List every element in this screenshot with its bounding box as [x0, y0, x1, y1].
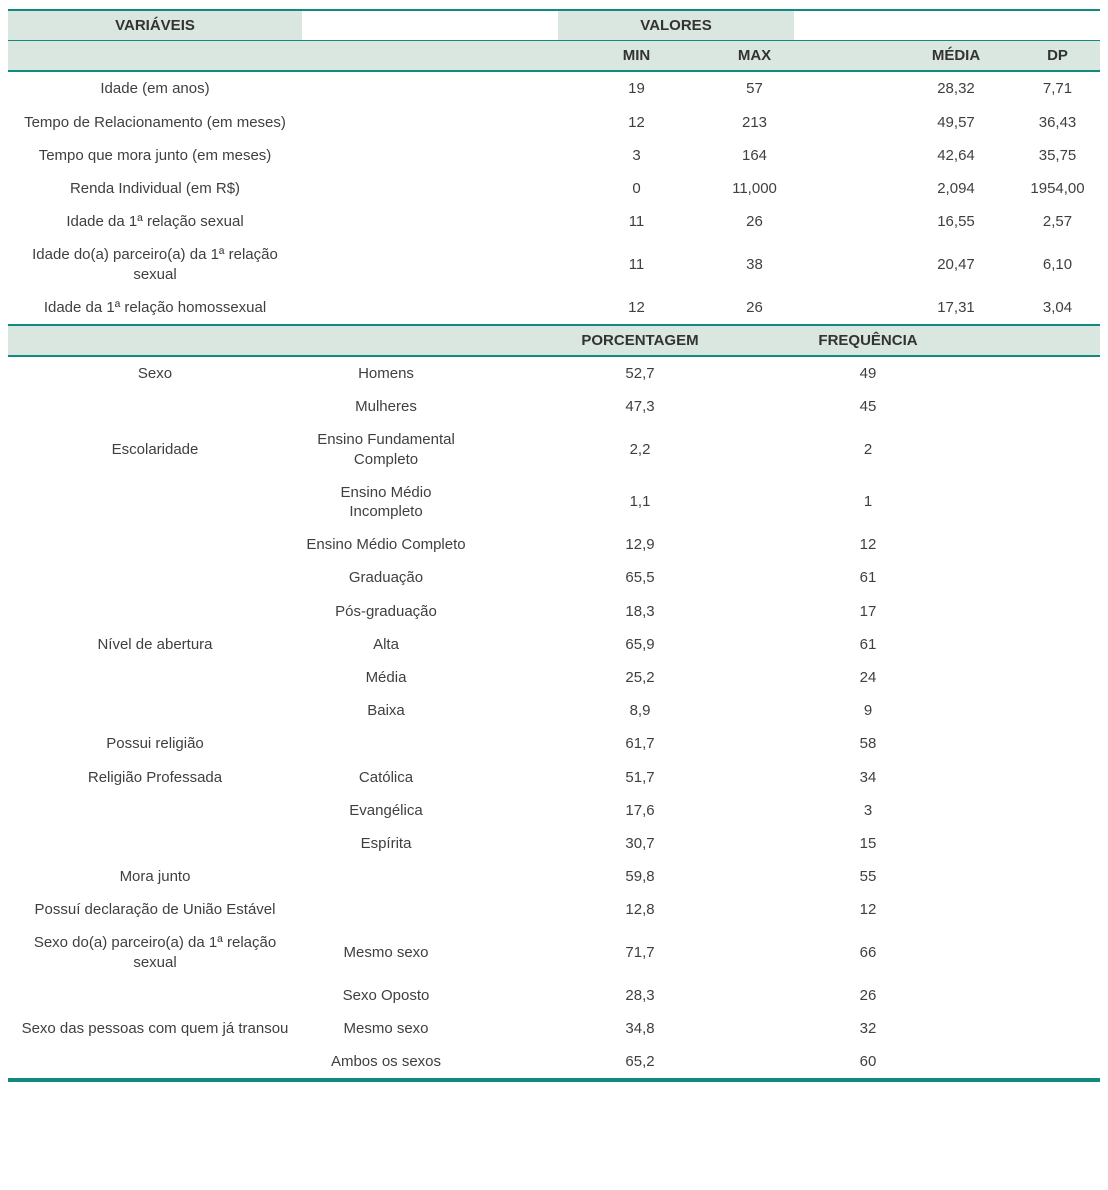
variable-cell: Sexo — [137, 365, 173, 383]
frequencia-cell: 34 — [859, 768, 877, 786]
empty-cell — [302, 291, 558, 324]
porcentagem-cell: 65,2 — [625, 1053, 655, 1071]
frequencia-cell: 24 — [859, 668, 877, 686]
max-cell: 164 — [741, 146, 768, 164]
variable-cell — [8, 595, 302, 628]
min-cell: 0 — [632, 179, 641, 197]
frequencia-cell: 49 — [859, 365, 877, 383]
porcentagem-cell: 18,3 — [625, 602, 655, 620]
empty-cell — [302, 205, 558, 238]
porcentagem-cell: 28,3 — [625, 986, 655, 1004]
category-cell: Espírita — [360, 834, 412, 852]
category-cell — [302, 860, 470, 893]
variable-cell — [8, 1045, 302, 1080]
dp-cell: 7,71 — [1042, 80, 1073, 98]
header-spacer — [794, 10, 1100, 41]
column-header-min: MIN — [558, 41, 715, 72]
table-row — [8, 628, 1100, 661]
table-row — [8, 727, 1100, 760]
min-cell: 11 — [628, 213, 645, 231]
categorical-variables-table — [8, 324, 1100, 1083]
frequencia-cell: 61 — [859, 569, 877, 587]
variable-cell — [8, 528, 302, 561]
table-row — [8, 1012, 1100, 1045]
empty-cell — [926, 794, 1100, 827]
empty-cell — [302, 106, 558, 139]
category-cell: Católica — [358, 768, 414, 786]
porcentagem-cell: 59,8 — [625, 868, 655, 886]
frequencia-cell: 61 — [859, 635, 877, 653]
porcentagem-cell: 2,2 — [629, 441, 651, 459]
header-empty — [8, 325, 302, 356]
variable-cell: Idade (em anos) — [100, 80, 210, 98]
porcentagem-cell: 12,8 — [625, 901, 655, 919]
column-header-dp: DP — [1015, 41, 1100, 72]
frequencia-cell: 12 — [859, 536, 877, 554]
variable-cell: Possuí declaração de União Estável — [34, 901, 276, 919]
porcentagem-cell: 47,3 — [625, 398, 655, 416]
porcentagem-cell: 71,7 — [625, 944, 655, 962]
dp-cell: 6,10 — [1042, 255, 1073, 273]
table-row — [8, 205, 1100, 238]
empty-cell — [302, 71, 558, 105]
header-stats-row — [8, 41, 1100, 72]
table-row — [8, 476, 1100, 528]
category-cell: Baixa — [367, 702, 405, 720]
media-cell: 42,64 — [937, 146, 975, 164]
porcentagem-cell: 65,5 — [625, 569, 655, 587]
empty-cell — [302, 139, 558, 172]
empty-cell — [926, 694, 1100, 727]
column-header-variaveis: VARIÁVEIS — [8, 10, 302, 41]
empty-cell — [926, 727, 1100, 760]
max-cell: 26 — [746, 298, 763, 316]
column-header-max: MAX — [715, 41, 794, 72]
table-row — [8, 794, 1100, 827]
category-cell: Mulheres — [355, 398, 417, 416]
empty-cell — [926, 893, 1100, 926]
min-cell: 3 — [632, 146, 641, 164]
variable-cell: Idade do(a) parceiro(a) da 1ª relação sexual — [32, 246, 278, 283]
table-row — [8, 1045, 1100, 1080]
min-cell: 12 — [628, 298, 645, 316]
table-row — [8, 423, 1100, 475]
porcentagem-cell: 30,7 — [625, 834, 655, 852]
max-cell: 213 — [741, 113, 768, 131]
variable-cell: Sexo do(a) parceiro(a) da 1ª relação sexual — [33, 934, 277, 971]
empty-cell — [926, 561, 1100, 594]
dp-cell: 35,75 — [1038, 146, 1077, 164]
empty-cell — [794, 71, 897, 105]
empty-cell — [926, 528, 1100, 561]
variable-cell: Possui religião — [106, 735, 204, 753]
table-row — [8, 71, 1100, 105]
max-cell: 57 — [746, 80, 763, 98]
dp-cell: 1954,00 — [1030, 179, 1085, 197]
column-header-valores: VALORES — [558, 10, 794, 41]
empty-cell — [926, 860, 1100, 893]
empty-cell — [926, 595, 1100, 628]
category-cell: Mesmo sexo — [343, 1020, 429, 1037]
empty-cell — [794, 139, 897, 172]
porcentagem-cell: 51,7 — [625, 768, 655, 786]
empty-cell — [926, 661, 1100, 694]
frequencia-cell: 3 — [863, 801, 873, 819]
frequencia-cell: 1 — [863, 493, 873, 511]
variable-cell — [8, 827, 302, 860]
frequencia-cell: 55 — [859, 868, 877, 886]
variable-cell: Nível de abertura — [97, 635, 213, 653]
variable-cell — [8, 694, 302, 727]
category-cell: Graduação — [348, 569, 424, 587]
table-row — [8, 561, 1100, 594]
table-row — [8, 106, 1100, 139]
media-cell: 16,55 — [937, 213, 975, 231]
header-band-row — [8, 10, 1100, 41]
variable-cell: Idade da 1ª relação homossexual — [43, 298, 267, 316]
header-empty — [302, 41, 558, 72]
media-cell: 17,31 — [937, 298, 975, 316]
table-row — [8, 291, 1100, 324]
category-cell: Média — [365, 668, 407, 686]
porcentagem-cell: 34,8 — [625, 1020, 655, 1037]
empty-cell — [926, 1045, 1100, 1080]
numeric-variables-table — [8, 9, 1100, 324]
table-row — [8, 926, 1100, 978]
variable-cell: Sexo das pessoas com quem já transou — [21, 1020, 289, 1037]
table-row — [8, 979, 1100, 1012]
category-cell: Evangélica — [349, 801, 423, 819]
table-row — [8, 661, 1100, 694]
media-cell: 20,47 — [937, 255, 975, 273]
frequencia-cell: 32 — [859, 1020, 877, 1037]
variable-cell: Idade da 1ª relação sexual — [66, 213, 244, 231]
variable-cell: Mora junto — [119, 868, 191, 886]
porcentagem-cell: 25,2 — [625, 668, 655, 686]
frequencia-cell: 26 — [859, 986, 877, 1004]
empty-cell — [794, 172, 897, 205]
frequencia-cell: 45 — [859, 398, 877, 416]
min-cell: 11 — [628, 255, 645, 273]
empty-cell — [926, 761, 1100, 794]
dp-cell: 3,04 — [1042, 298, 1073, 316]
column-header-frequencia: FREQUÊNCIA — [810, 325, 926, 356]
category-cell: Pós-graduação — [335, 602, 437, 620]
empty-cell — [926, 476, 1100, 528]
category-cell — [302, 727, 470, 760]
table-row — [8, 528, 1100, 561]
header-spacer — [302, 10, 558, 41]
header-empty — [926, 325, 1100, 356]
table-row — [8, 139, 1100, 172]
category-cell: Ensino Médio Incompleto — [340, 483, 432, 520]
table-row — [8, 827, 1100, 860]
variable-cell: Religião Professada — [87, 768, 223, 786]
porcentagem-cell: 8,9 — [629, 702, 651, 720]
media-cell: 28,32 — [937, 80, 975, 98]
table-row — [8, 356, 1100, 390]
empty-cell — [926, 827, 1100, 860]
dp-cell: 36,43 — [1038, 113, 1077, 131]
min-cell: 12 — [628, 113, 645, 131]
empty-cell — [302, 238, 558, 290]
variable-cell — [8, 390, 302, 423]
empty-cell — [794, 238, 897, 290]
media-cell: 49,57 — [937, 113, 975, 131]
porcentagem-cell: 61,7 — [625, 735, 655, 753]
porcentagem-cell: 65,9 — [625, 635, 655, 653]
empty-cell — [302, 172, 558, 205]
frequencia-cell: 58 — [859, 735, 877, 753]
frequencia-cell: 15 — [859, 834, 877, 852]
header-empty — [8, 41, 302, 72]
table-row — [8, 893, 1100, 926]
table-row — [8, 390, 1100, 423]
column-header-porcentagem: PORCENTAGEM — [470, 325, 810, 356]
variable-cell: Tempo de Relacionamento (em meses) — [24, 113, 286, 131]
table-row — [8, 595, 1100, 628]
category-cell: Ensino Médio Completo — [306, 536, 466, 554]
frequencia-cell: 9 — [863, 702, 873, 720]
category-cell — [302, 893, 470, 926]
empty-cell — [926, 423, 1100, 475]
variable-cell — [8, 661, 302, 694]
frequencia-cell: 12 — [859, 901, 877, 919]
media-cell: 2,094 — [937, 179, 975, 197]
variable-cell: Escolaridade — [111, 441, 199, 459]
max-cell: 26 — [746, 213, 763, 231]
category-cell: Homens — [358, 365, 414, 383]
table-row — [8, 761, 1100, 794]
porcentagem-cell: 12,9 — [625, 536, 655, 554]
header-empty — [794, 41, 897, 72]
header-frequency-row — [8, 325, 1100, 356]
empty-cell — [926, 926, 1100, 978]
category-cell: Sexo Oposto — [342, 986, 430, 1004]
table-row — [8, 860, 1100, 893]
table-row — [8, 172, 1100, 205]
header-empty — [302, 325, 470, 356]
max-cell: 11,000 — [732, 179, 777, 197]
frequencia-cell: 60 — [859, 1053, 877, 1071]
max-cell: 38 — [746, 255, 763, 273]
variable-cell — [8, 561, 302, 594]
variable-cell: Tempo que mora junto (em meses) — [38, 146, 272, 164]
empty-cell — [926, 628, 1100, 661]
table-row — [8, 694, 1100, 727]
frequencia-cell: 2 — [863, 441, 873, 459]
empty-cell — [794, 106, 897, 139]
category-cell: Ensino Fundamental Completo — [317, 431, 455, 468]
category-cell: Mesmo sexo — [343, 944, 429, 962]
table-row — [8, 238, 1100, 290]
empty-cell — [926, 356, 1100, 390]
frequencia-cell: 66 — [859, 944, 877, 962]
empty-cell — [926, 1012, 1100, 1045]
empty-cell — [926, 979, 1100, 1012]
category-cell: Ambos os sexos — [330, 1053, 442, 1071]
variable-cell — [8, 979, 302, 1012]
porcentagem-cell: 52,7 — [625, 365, 655, 383]
empty-cell — [926, 390, 1100, 423]
variable-cell: Renda Individual (em R$) — [69, 179, 241, 197]
dp-cell: 2,57 — [1042, 213, 1073, 231]
porcentagem-cell: 1,1 — [629, 493, 651, 511]
porcentagem-cell: 17,6 — [625, 801, 655, 819]
category-cell: Alta — [373, 635, 399, 653]
empty-cell — [794, 205, 897, 238]
empty-cell — [794, 291, 897, 324]
column-header-media: MÉDIA — [897, 41, 1015, 72]
frequencia-cell: 17 — [859, 602, 877, 620]
variable-cell — [8, 794, 302, 827]
min-cell: 19 — [628, 80, 645, 98]
variable-cell — [8, 476, 302, 528]
